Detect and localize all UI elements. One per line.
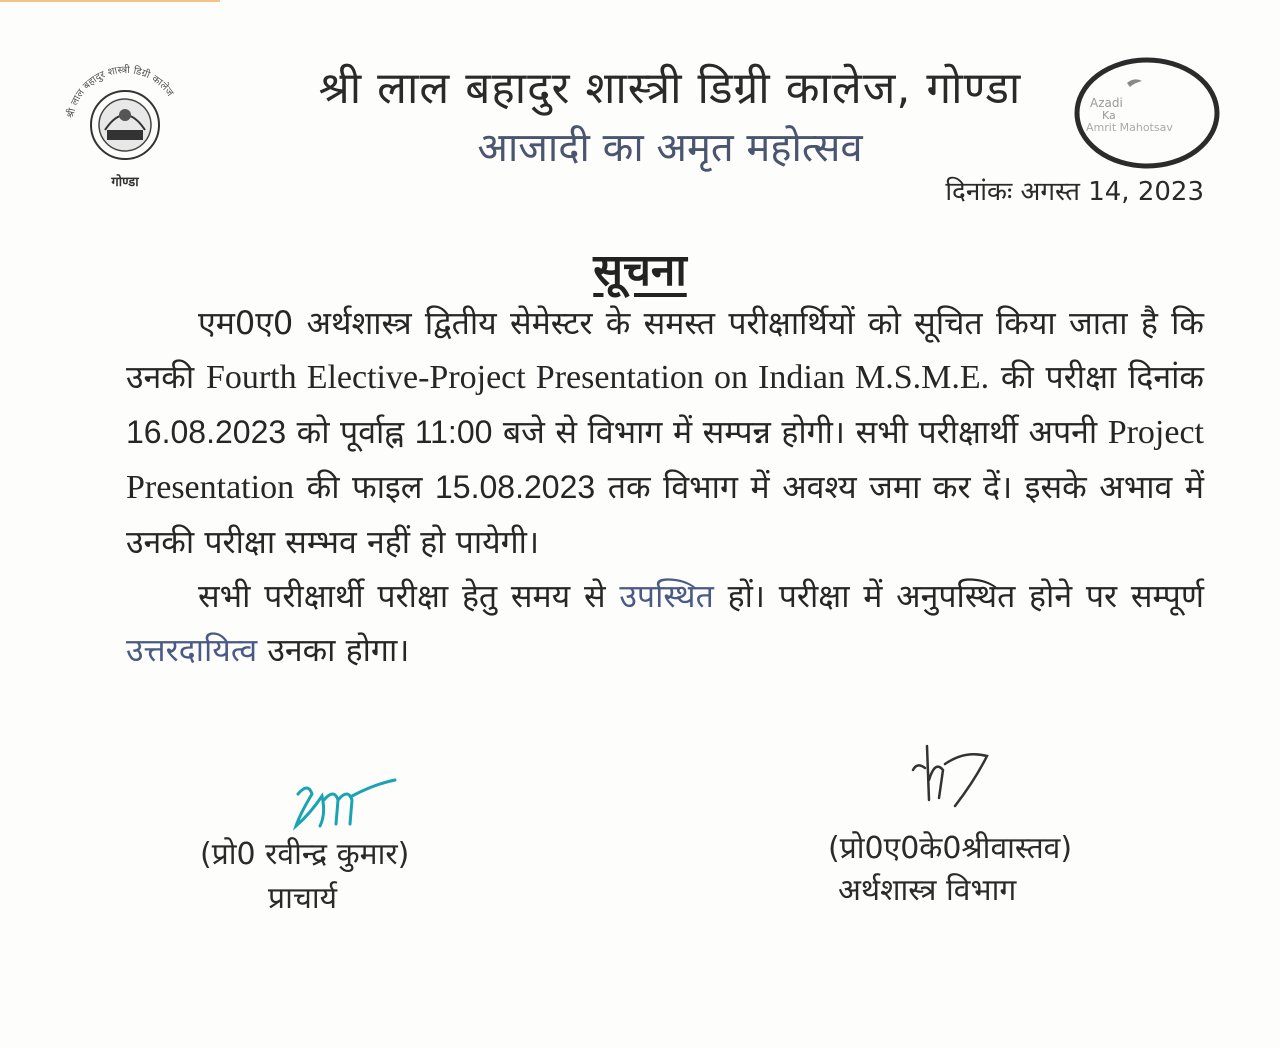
p2-text-5: उनका होगा। [257,631,410,669]
p1-text-3: की परीक्षा दिनांक [989,358,1204,396]
p1-exam-time: 11:00 [414,414,493,450]
p1-file-due-date: 15.08.2023 [435,469,596,505]
p1-text-5: को पूर्वाह्न [286,413,415,451]
azadi-logo [1072,55,1222,171]
college-logo [60,60,190,190]
hod-signature [895,740,1005,820]
notice-date: दिनांकः अगस्त 14, 2023 [945,177,1204,207]
hod-department: अर्थशास्त्र विभाग [838,873,1017,908]
top-edge-strip [0,0,220,2]
p1-text-1: एम0ए0 अर्थशास्त्र द्वितीय सेमेस्टर के समस्त परीक्षार्थियों को सूचित किया जाता है कि उनकी [126,304,1204,396]
azadi-mahotsav-icon [1072,55,1222,171]
notice-heading [0,238,1280,298]
signature-scribble-icon [290,774,400,834]
p1-exam-date: 16.08.2023 [126,414,287,450]
p1-text-9: की फाइल [294,468,435,506]
p2-text-1: सभी परीक्षार्थी परीक्षा हेतु समय से [198,577,620,615]
p1-course-title: Fourth Elective-Project Presentation on Indian M.S.M.E. [205,359,990,396]
college-emblem-icon [60,60,190,190]
p2-responsibility-word: उत्तरदायित्व [126,631,258,669]
azadi-subtitle: आजादी का अमृत महोत्सव [477,125,863,171]
ka-text: Ka [1102,109,1116,122]
notice-body [126,296,1204,677]
p2-present-word: उपस्थित [619,577,714,615]
p1-project-presentation: Project Presentation [126,414,1204,506]
principal-title: प्राचार्य [268,881,338,916]
hod-name: (प्रो0ए0के0श्रीवास्तव) [828,831,1073,866]
p2-text-3: हों। परीक्षा में अनुपस्थित होने पर सम्पूर्ण [713,577,1204,615]
amrit-mahotsav-text: Amrit Mahotsav [1086,121,1173,134]
principal-signature [290,774,400,834]
p1-text-11: तक विभाग में अवश्य जमा कर दें। इसके अभाव में उनकी परीक्षा सम्भव नहीं हो पायेगी। [126,468,1205,561]
college-name: श्री लाल बहादुर शास्त्री डिग्री कालेज, गोण्डा [318,63,1022,114]
notice-paragraph-2 [126,569,1204,677]
p1-text-7: बजे से विभाग में सम्पन्न होगी। सभी परीक्षार्थी अपनी [492,413,1108,451]
signature-scribble-icon [895,740,1005,820]
logo-ring-text: श्री लाल बहादुर शास्त्री डिग्री कालेज [65,64,176,120]
notice-paragraph-1 [126,296,1204,569]
principal-name: (प्रो0 रवीन्द्र कुमार) [200,837,410,872]
notice-heading-text: सूचना [593,245,687,296]
logo-caption: गोण्डा [111,175,139,190]
azadi-text: Azadi [1090,96,1123,110]
